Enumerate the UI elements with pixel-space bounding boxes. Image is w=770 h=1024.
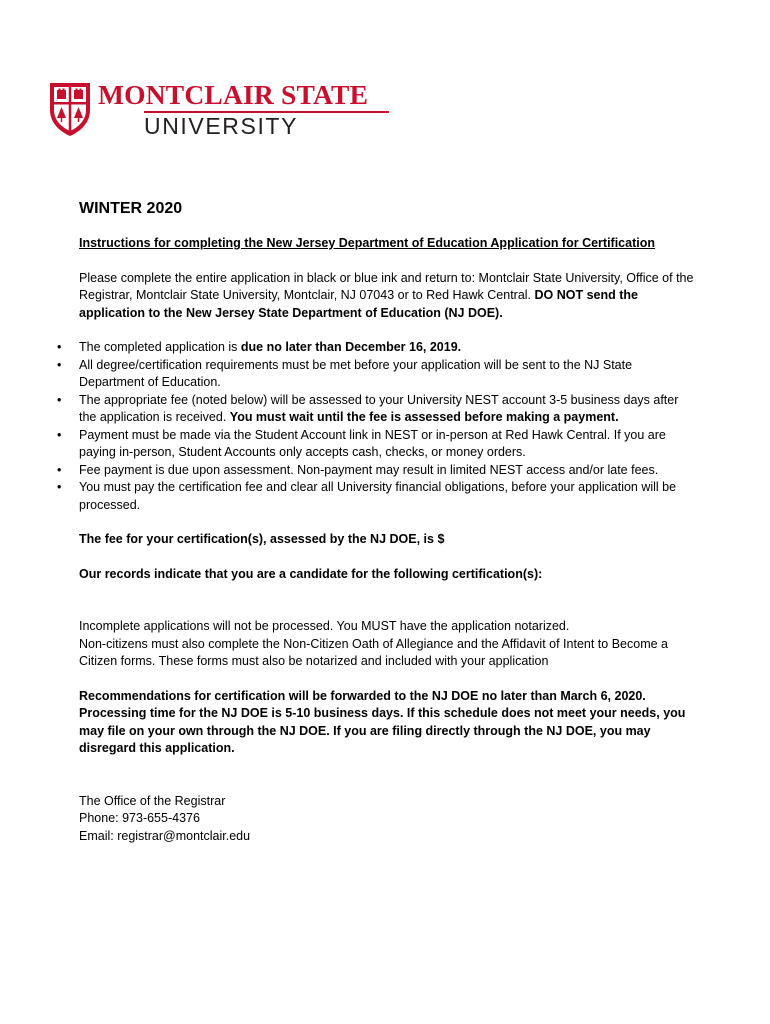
university-logo <box>48 79 369 140</box>
letter-body <box>79 199 699 845</box>
fee-line: The fee for your certification(s), assessed by the NJ DOE, is $ <box>79 532 445 546</box>
list-item-emphasis: due no later than December 16, 2019. <box>240 340 462 354</box>
term-heading: WINTER 2020 <box>79 200 183 217</box>
list-item-text: The completed application is <box>79 340 241 354</box>
list-item <box>79 392 699 427</box>
list-item-text: All degree/certification requirements must be met before your application will be sent to the NJ State Department of Education. <box>79 357 633 389</box>
certifications-line: Our records indicate that you are a candidate for the following certification(s): <box>79 566 543 581</box>
logo-name: MONTCLAIR STATE <box>98 79 369 110</box>
office-name: The Office of the Registrar <box>79 793 226 808</box>
list-item <box>79 479 699 514</box>
list-item <box>79 427 699 462</box>
list-item-text: You must pay the certification fee and clear all University financial obligations, before your application will be processed. <box>79 480 677 512</box>
email-address: Email: registrar@montclair.edu <box>79 828 251 843</box>
list-item-text: Payment must be made via the Student Account link in NEST or in-person at Red Hawk Central. If you are paying in-person, Student Accounts only accepts cash, checks, or money orders. <box>79 427 666 459</box>
instructions-title: Instructions for completing the New Jersey Department of Education Application for Certification <box>79 236 655 250</box>
intro-warning: DO NOT send the application to the New Jersey State Department of Education (NJ DOE). <box>79 288 638 320</box>
non-citizen-notice: Non-citizens must also complete the Non-Citizen Oath of Allegiance and the Affidavit of Intent to Become a Citizen forms. These forms must also be notarized and included with your application <box>79 636 668 668</box>
notarization-notice <box>79 618 699 671</box>
crest-icon <box>48 80 92 138</box>
list-item-emphasis: You must wait until the fee is assessed before making a payment. <box>229 410 619 424</box>
contact-block <box>79 793 699 846</box>
requirements-list <box>79 339 699 514</box>
logo-subtitle: UNIVERSITY <box>144 113 299 139</box>
list-item-text: The appropriate fee (noted below) will be assessed to your University NEST account 3-5 business days after the application is received. <box>79 392 679 424</box>
list-item <box>79 462 699 480</box>
incomplete-warning: Incomplete applications will not be processed. You MUST have the application notarized. <box>79 619 570 633</box>
recommendation-notice: Recommendations for certification will be forwarded to the NJ DOE no later than March 6, 2020. Processing time for the NJ DOE is 5-10 business days. If this schedule does not meet your needs, you may file on your own through the NJ DOE. If you are filing directly through the NJ DOE, you may disregard this application. <box>79 688 686 755</box>
intro-paragraph <box>79 270 699 323</box>
phone-number: Phone: 973-655-4376 <box>79 811 200 825</box>
list-item-text: Fee payment is due upon assessment. Non-payment may result in limited NEST access and/or late fees. <box>79 462 659 477</box>
intro-text: Please complete the entire application in black or blue ink and return to: Montclair State University, Office of the Registrar, Montclair State University, Montclair, NJ 07043 or to Red Hawk Central. <box>79 270 694 302</box>
list-item <box>79 357 699 392</box>
list-item <box>79 339 699 357</box>
